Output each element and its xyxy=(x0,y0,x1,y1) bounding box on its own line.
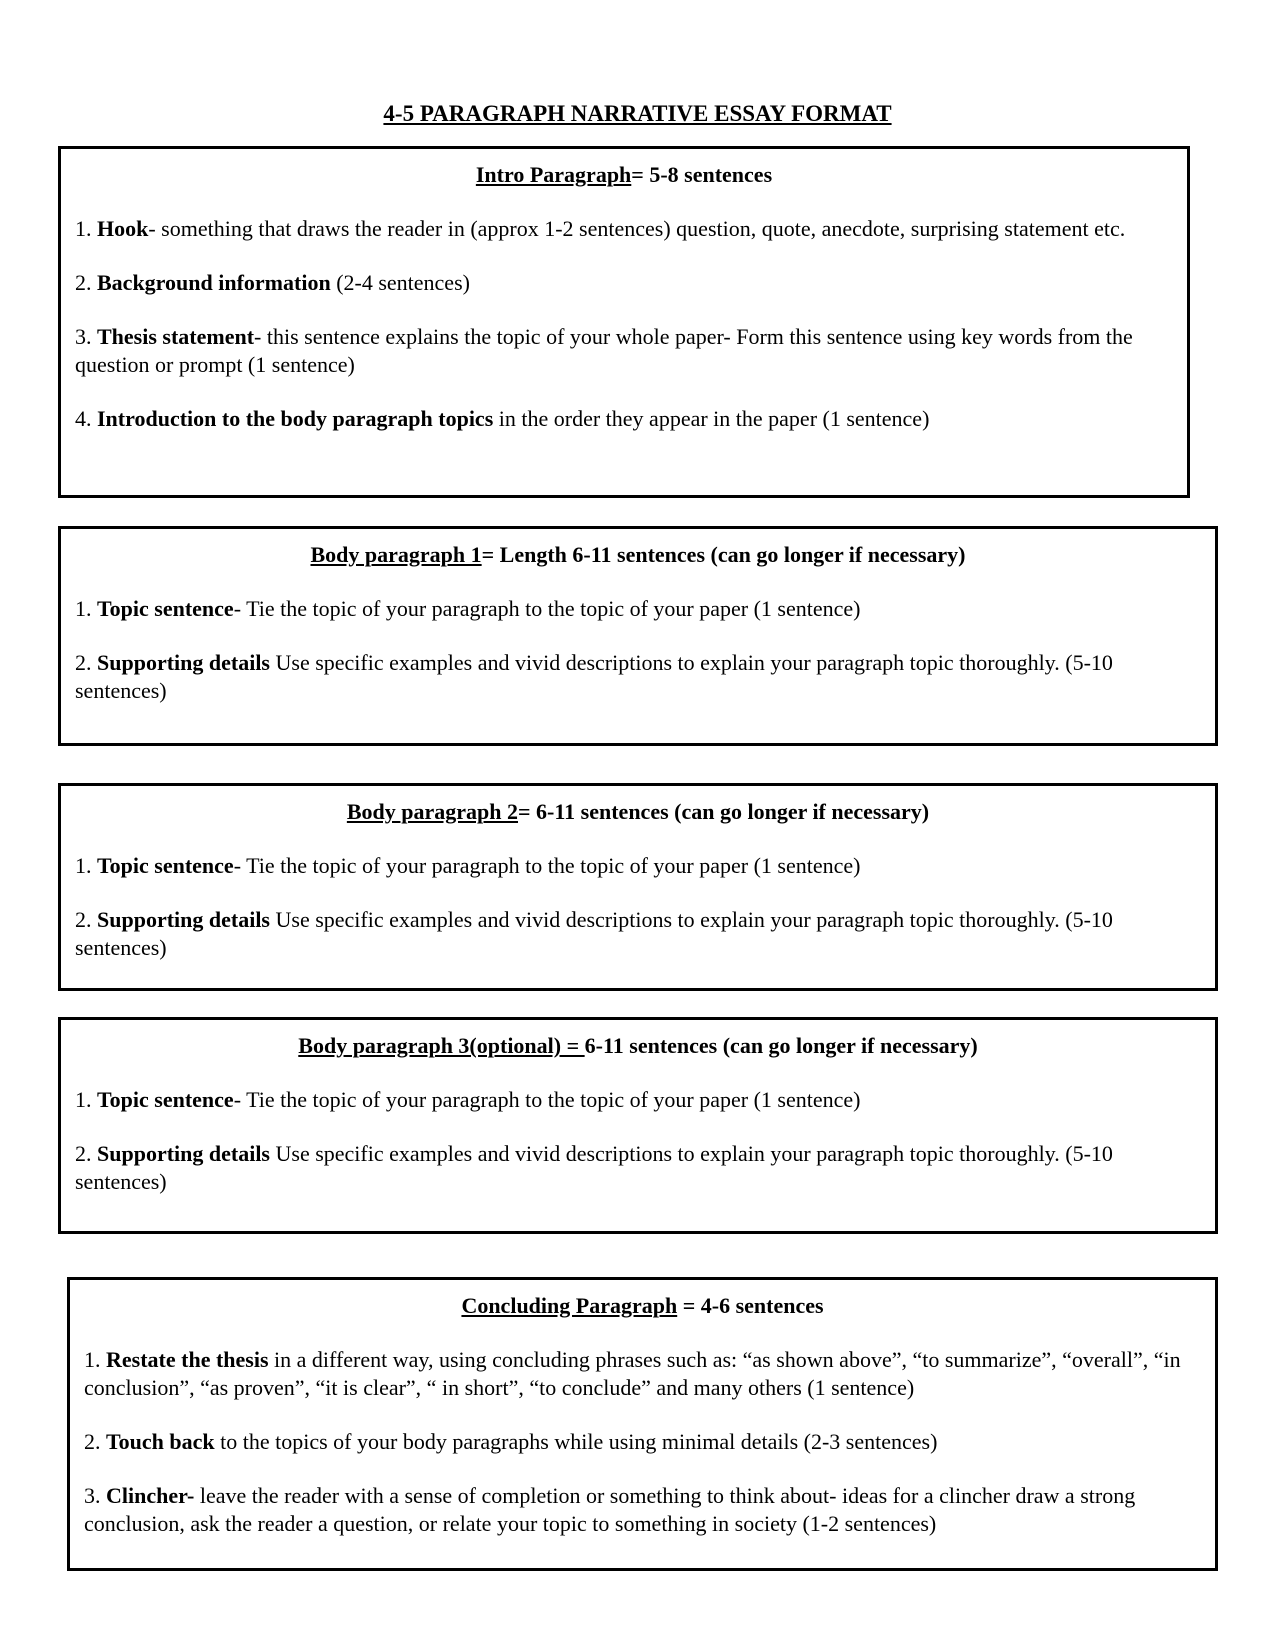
item-text: - Tie the topic of your paragraph to the topic of your paper (1 sentence) xyxy=(233,596,861,621)
intro-paragraph-box xyxy=(58,146,1190,498)
body-paragraph-2-box xyxy=(58,783,1218,991)
body1-heading-label: Body paragraph 1 xyxy=(310,542,482,567)
intro-item-thesis xyxy=(75,323,1173,379)
item-text: - Tie the topic of your paragraph to the topic of your paper (1 sentence) xyxy=(233,1087,861,1112)
conclusion-heading-label: Concluding Paragraph xyxy=(461,1293,678,1318)
item-text: - this sentence explains the topic of your whole paper- Form this sentence using key words from the question or prompt (1 sentence) xyxy=(75,324,1133,377)
item-keyword: Restate the thesis xyxy=(106,1347,269,1372)
body2-heading-label: Body paragraph 2 xyxy=(346,799,519,824)
item-keyword: Topic sentence xyxy=(97,1087,234,1112)
item-number: 1. xyxy=(84,1347,106,1372)
body1-heading xyxy=(75,541,1201,569)
item-keyword: Supporting details xyxy=(97,1141,270,1166)
conclusion-item-touch-back xyxy=(84,1428,1201,1456)
conclusion-item-restate-thesis xyxy=(84,1346,1201,1402)
item-text: Use specific examples and vivid descriptions to explain your paragraph topic thoroughly. (5-10 sentences) xyxy=(75,650,1113,703)
item-keyword: Introduction to the body paragraph topics xyxy=(97,406,494,431)
body3-heading-detail: 6-11 sentences (can go longer if necessary) xyxy=(584,1033,978,1058)
item-number: 1. xyxy=(75,596,97,621)
item-keyword: Touch back xyxy=(106,1429,215,1454)
body-paragraph-1-box xyxy=(58,526,1218,746)
concluding-paragraph-box xyxy=(67,1277,1218,1571)
conclusion-item-clincher xyxy=(84,1482,1201,1538)
item-text: - Tie the topic of your paragraph to the topic of your paper (1 sentence) xyxy=(233,853,861,878)
item-keyword: Background information xyxy=(97,270,331,295)
body2-item-topic-sentence xyxy=(75,852,1201,880)
body2-item-supporting-details xyxy=(75,906,1201,962)
conclusion-heading-detail: = 4-6 sentences xyxy=(677,1293,824,1318)
item-keyword: Hook xyxy=(97,216,149,241)
body2-heading xyxy=(75,798,1201,826)
intro-heading-detail: = 5-8 sentences xyxy=(631,162,773,187)
item-keyword: Clincher- xyxy=(106,1483,195,1508)
intro-heading-label: Intro Paragraph xyxy=(475,162,632,187)
item-text: (2-4 sentences) xyxy=(330,270,470,295)
item-keyword: Supporting details xyxy=(97,907,270,932)
item-number: 2. xyxy=(75,907,97,932)
item-keyword: Topic sentence xyxy=(97,853,234,878)
body1-item-topic-sentence xyxy=(75,595,1201,623)
body1-heading-detail: = Length 6-11 sentences (can go longer if necessary) xyxy=(481,542,966,567)
item-text: - something that draws the reader in (approx 1-2 sentences) question, quote, anecdote, surprising statement etc. xyxy=(148,216,1126,241)
body1-item-supporting-details xyxy=(75,649,1201,705)
item-keyword: Thesis statement xyxy=(97,324,255,349)
item-keyword: Supporting details xyxy=(97,650,270,675)
intro-heading xyxy=(75,161,1173,189)
body-paragraph-3-box xyxy=(58,1017,1218,1234)
item-number: 1. xyxy=(75,216,97,241)
item-text: in a different way, using concluding phrases such as: “as shown above”, “to summarize”, “overall”, “in conclusion”, “as proven”, “it is clear”, “ in short”, “to conclude” and many others (1 sentence) xyxy=(84,1347,1181,1400)
body3-item-supporting-details xyxy=(75,1140,1201,1196)
item-number: 3. xyxy=(84,1483,106,1508)
item-number: 3. xyxy=(75,324,97,349)
body2-heading-detail: = 6-11 sentences (can go longer if necessary) xyxy=(518,799,930,824)
item-text: leave the reader with a sense of completion or something to think about- ideas for a clincher draw a strong conclusion, ask the reader a question, or relate your topic to something in society (1-2 sentences) xyxy=(84,1483,1136,1536)
item-number: 4. xyxy=(75,406,97,431)
item-number: 2. xyxy=(75,650,97,675)
item-text: in the order they appear in the paper (1 sentence) xyxy=(493,406,930,431)
item-number: 2. xyxy=(84,1429,106,1454)
item-number: 2. xyxy=(75,1141,97,1166)
item-text: to the topics of your body paragraphs while using minimal details (2-3 sentences) xyxy=(214,1429,938,1454)
body3-heading-label: Body paragraph 3(optional) = xyxy=(298,1033,585,1058)
body3-item-topic-sentence xyxy=(75,1086,1201,1114)
item-number: 2. xyxy=(75,270,97,295)
item-text: Use specific examples and vivid descriptions to explain your paragraph topic thoroughly. (5-10 sentences) xyxy=(75,1141,1113,1194)
intro-item-background xyxy=(75,269,1173,297)
intro-item-hook xyxy=(75,215,1173,243)
intro-item-introduction xyxy=(75,405,1173,433)
item-number: 1. xyxy=(75,1087,97,1112)
item-number: 1. xyxy=(75,853,97,878)
document-title: 4-5 PARAGRAPH NARRATIVE ESSAY FORMAT xyxy=(383,101,892,126)
item-text: Use specific examples and vivid descriptions to explain your paragraph topic thoroughly. (5-10 sentences) xyxy=(75,907,1113,960)
conclusion-heading xyxy=(84,1292,1201,1320)
body3-heading xyxy=(75,1032,1201,1060)
item-keyword: Topic sentence xyxy=(97,596,234,621)
